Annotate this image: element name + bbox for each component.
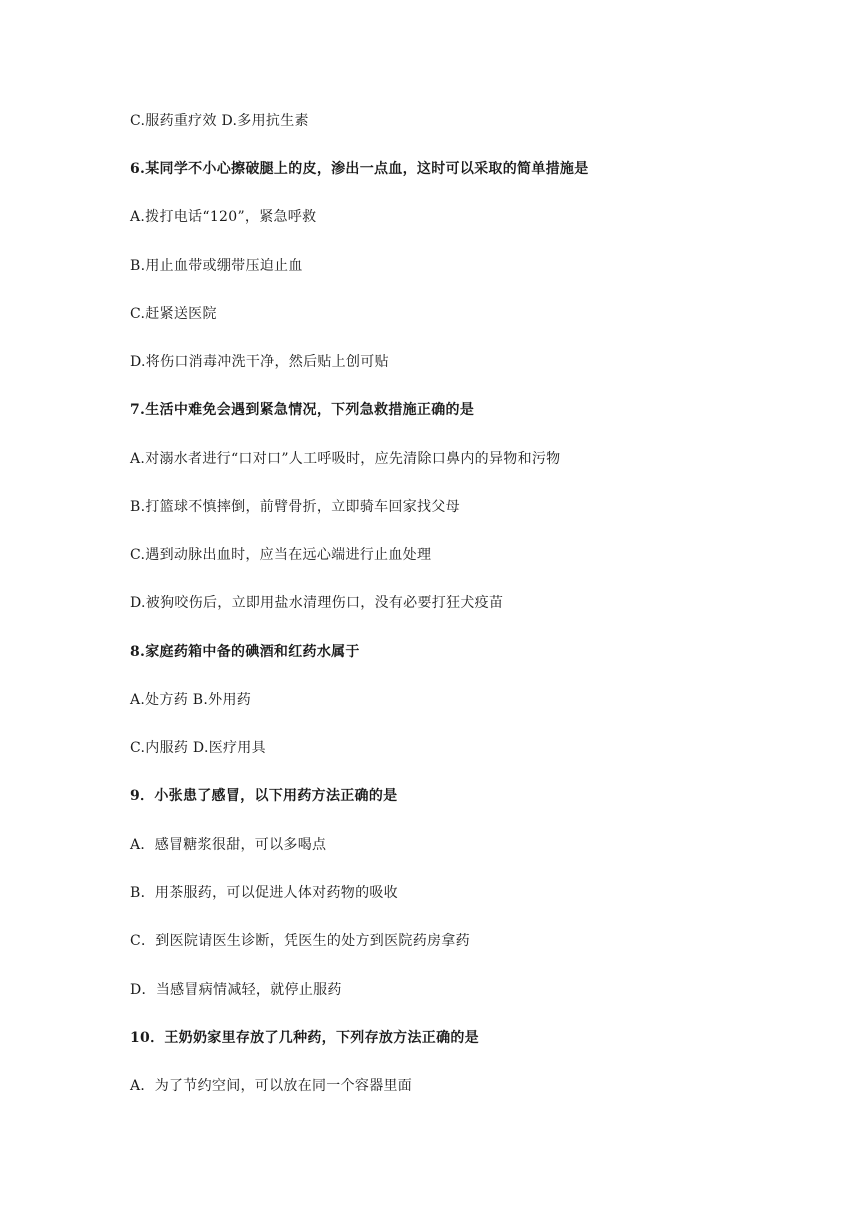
q8-options-a-b: A.处方药 B.外用药 — [130, 692, 252, 708]
q10-option-a: A．为了节约空间，可以放在同一个容器里面 — [130, 1078, 413, 1094]
question-8: 8.家庭药箱中备的碘酒和红药水属于 — [130, 644, 360, 660]
q7-option-a: A.对溺水者进行“口对口”人工呼吸时，应先清除口鼻内的异物和污物 — [130, 451, 561, 467]
q7-option-d: D.被狗咬伤后，立即用盐水清理伤口，没有必要打狂犬疫苗 — [130, 595, 504, 611]
question-6: 6.某同学不小心擦破腿上的皮，渗出一点血，这时可以采取的简单措施是 — [130, 161, 589, 177]
q9-option-d: D．当感冒病情减轻，就停止服药 — [130, 982, 342, 998]
q7-option-c: C.遇到动脉出血时，应当在远心端进行止血处理 — [130, 547, 432, 563]
question-10: 10．王奶奶家里存放了几种药，下列存放方法正确的是 — [130, 1030, 479, 1046]
q6-option-c: C.赶紧送医院 — [130, 306, 217, 322]
question-9: 9．小张患了感冒，以下用药方法正确的是 — [130, 788, 398, 804]
q9-option-c: C．到医院请医生诊断，凭医生的处方到医院药房拿药 — [130, 933, 470, 949]
q6-option-a: A.拨打电话“120”，紧急呼救 — [130, 209, 317, 225]
q9-option-b: B．用茶服药，可以促进人体对药物的吸收 — [130, 885, 398, 901]
q5-options-c-d: C.服药重疗效 D.多用抗生素 — [130, 113, 309, 129]
q8-options-c-d: C.内服药 D.医疗用具 — [130, 740, 266, 756]
q6-option-d: D.将伤口消毒冲洗干净，然后贴上创可贴 — [130, 354, 389, 370]
q9-option-a: A．感冒糖浆很甜，可以多喝点 — [130, 837, 327, 853]
question-7: 7.生活中难免会遇到紧急情况，下列急救措施正确的是 — [130, 402, 475, 418]
q7-option-b: B.打篮球不慎摔倒，前臂骨折，立即骑车回家找父母 — [130, 499, 460, 515]
q6-option-b: B.用止血带或绷带压迫止血 — [130, 258, 303, 274]
